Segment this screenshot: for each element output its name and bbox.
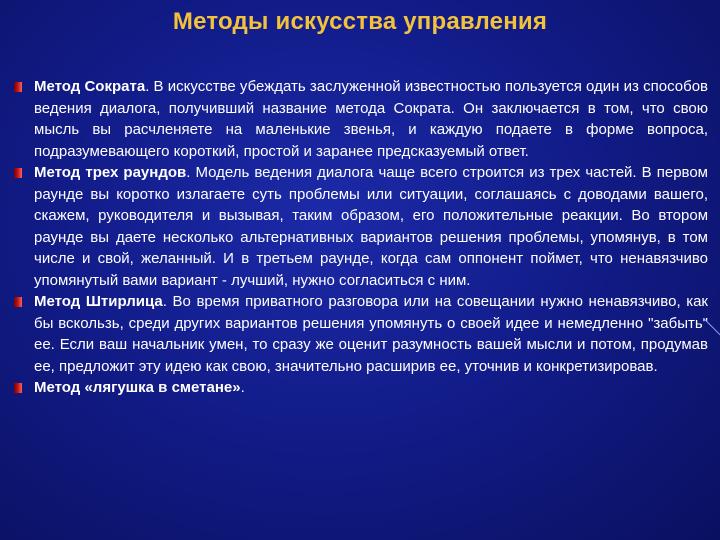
bullet-item-frog xyxy=(14,377,708,399)
bullet-list xyxy=(14,76,708,399)
bullet-body: . Во время приватного разговора или на совещании нужно ненавязчиво, как бы вскользь, среди других вариантов решения упомянуть о своей идее и немедленно "забыть" ее. Если ваш начальник умен, то сразу же оценит разумность вашей мысли и потом, продумав ее, предложит эту идею как свою, значительно расширив ее, уточнив и конкретизировав. xyxy=(34,293,708,375)
bullet-heading: Метод «лягушка в сметане» xyxy=(34,379,241,396)
bullet-body: . xyxy=(240,379,245,396)
slide-title: Методы искусства управления xyxy=(172,8,548,35)
bullet-item-three-rounds xyxy=(14,162,708,291)
bullet-item-socrates xyxy=(14,76,708,162)
bullet-heading: Метод Штирлица xyxy=(34,293,163,310)
bullet-text xyxy=(34,162,708,291)
bullet-marker-icon xyxy=(14,168,22,178)
bullet-body: . Модель ведения диалога чаще всего строится из трех частей. В первом раунде вы коротко излагаете суть проблемы или ситуации, соглашаясь с доводами вашего, скажем, руководителя и вызывая, таким образом, его положительные реакции. Во втором раунде вы даете несколько альтернативных вариантов решения проблемы, упомянув, в том числе и свой, желанный. И в третьем раунде, когда сам оппонент поймет, что ненавязчиво упомянутый вами вариант - лучший, нужно согласиться с ним. xyxy=(34,164,708,289)
bullet-heading: Метод Сократа xyxy=(34,78,146,95)
bullet-text xyxy=(34,291,708,377)
bullet-marker-icon xyxy=(14,383,22,393)
bullet-heading: Метод трех раундов xyxy=(34,164,187,181)
bullet-text xyxy=(34,377,708,399)
bullet-marker-icon xyxy=(14,82,22,92)
bullet-text xyxy=(34,76,708,162)
bullet-body: . В искусстве убеждать заслуженной известностью пользуется один из способов ведения диалога, получивший название метода Сократа. Он заключается в том, что свою мысль вы расчленяете на маленькие звенья, и каждую подаете в форме вопроса, подразумевающего короткий, простой и заранее предсказуемый ответ. xyxy=(34,78,709,160)
bullet-item-stirlitz xyxy=(14,291,708,377)
bullet-marker-icon xyxy=(14,297,22,307)
